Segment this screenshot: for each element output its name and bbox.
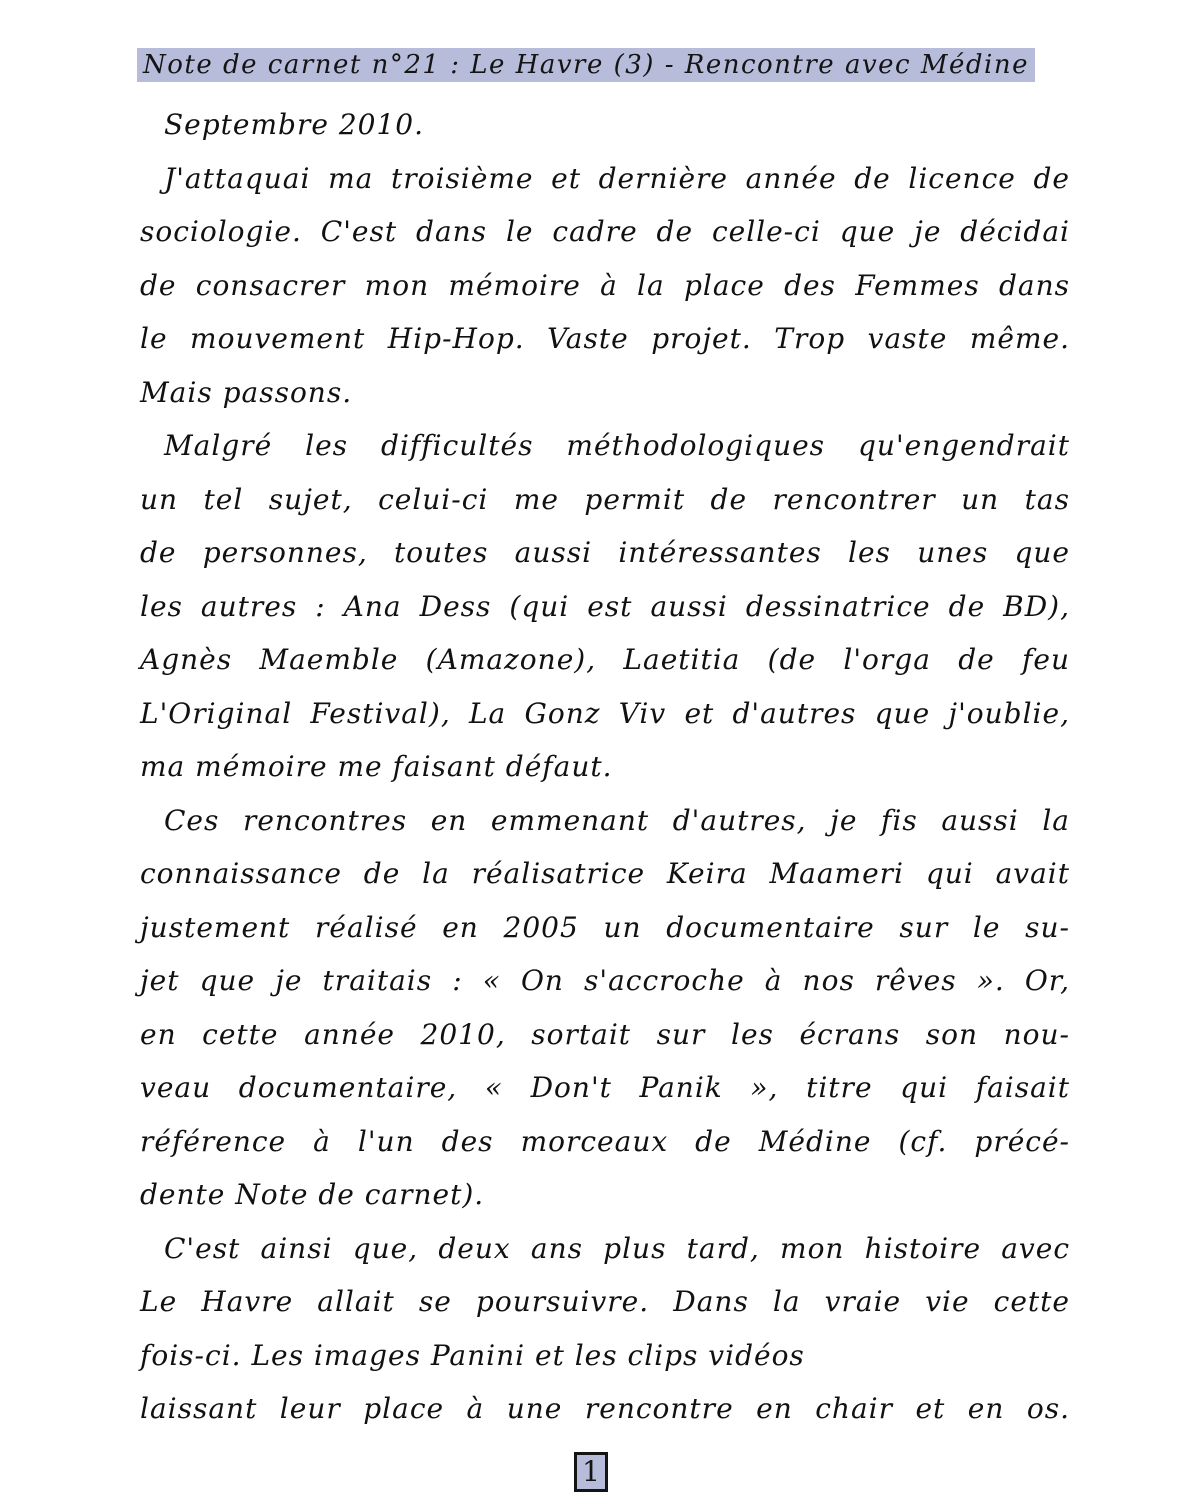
text-line: C'est ainsi que, deux ans plus tard, mon histoire avec bbox=[164, 1231, 1070, 1265]
text-line: ma mémoire me faisant défaut. bbox=[140, 750, 613, 783]
text-line: Ces rencontres en emmenant d'autres, je fis aussi la bbox=[164, 803, 1070, 837]
text-line: connaissance de la réalisatrice Keira Maameri qui avait bbox=[140, 857, 1070, 890]
text-line: les autres : Ana Dess (qui est aussi dessinatrice de BD), bbox=[140, 589, 1070, 623]
text-line: référence à l'un des morceaux de Médine (cf. précé- bbox=[140, 1124, 1070, 1158]
text-line: Malgré les difficultés méthodologiques qu'engendrait bbox=[164, 429, 1070, 462]
text-line: Septembre 2010. bbox=[164, 108, 424, 141]
text-line: sociologie. C'est dans le cadre de celle-ci que je décidai bbox=[140, 215, 1070, 248]
page-number-box: 1 bbox=[574, 1452, 608, 1492]
text-line: veau documentaire, « Don't Panik », titre qui faisait bbox=[140, 1071, 1070, 1104]
text-line: de personnes, toutes aussi intéressantes les unes que bbox=[140, 536, 1070, 569]
page-title: Note de carnet n°21 : Le Havre (3) - Rencontre avec Médine bbox=[137, 48, 1035, 82]
text-line: Agnès Maemble (Amazone), Laetitia (de l'orga de feu bbox=[140, 643, 1070, 676]
text-line: fois-ci. Les images Panini et les clips vidéos bbox=[140, 1338, 805, 1372]
text-line: dente Note de carnet). bbox=[140, 1178, 485, 1211]
text-line: le mouvement Hip-Hop. Vaste projet. Trop vaste même. bbox=[140, 322, 1070, 355]
text-line: Le Havre allait se poursuivre. Dans la vraie vie cette bbox=[140, 1285, 1070, 1318]
text-line: Mais passons. bbox=[140, 375, 353, 409]
text-line: un tel sujet, celui-ci me permit de rencontrer un tas bbox=[140, 482, 1070, 516]
text-line: L'Original Festival), La Gonz Viv et d'autres que j'oublie, bbox=[140, 696, 1070, 730]
handwritten-body bbox=[140, 98, 1070, 1436]
text-line: de consacrer mon mémoire à la place des Femmes dans bbox=[140, 268, 1070, 302]
text-line: jet que je traitais : « On s'accroche à nos rêves ». Or, bbox=[140, 964, 1070, 997]
text-line: en cette année 2010, sortait sur les écrans son nou- bbox=[140, 1017, 1070, 1051]
text-line: justement réalisé en 2005 un documentaire sur le su- bbox=[140, 910, 1070, 944]
text-line: laissant leur place à une rencontre en chair et en os. bbox=[140, 1392, 1070, 1425]
text-line: J'attaquai ma troisième et dernière année de licence de bbox=[164, 161, 1070, 195]
